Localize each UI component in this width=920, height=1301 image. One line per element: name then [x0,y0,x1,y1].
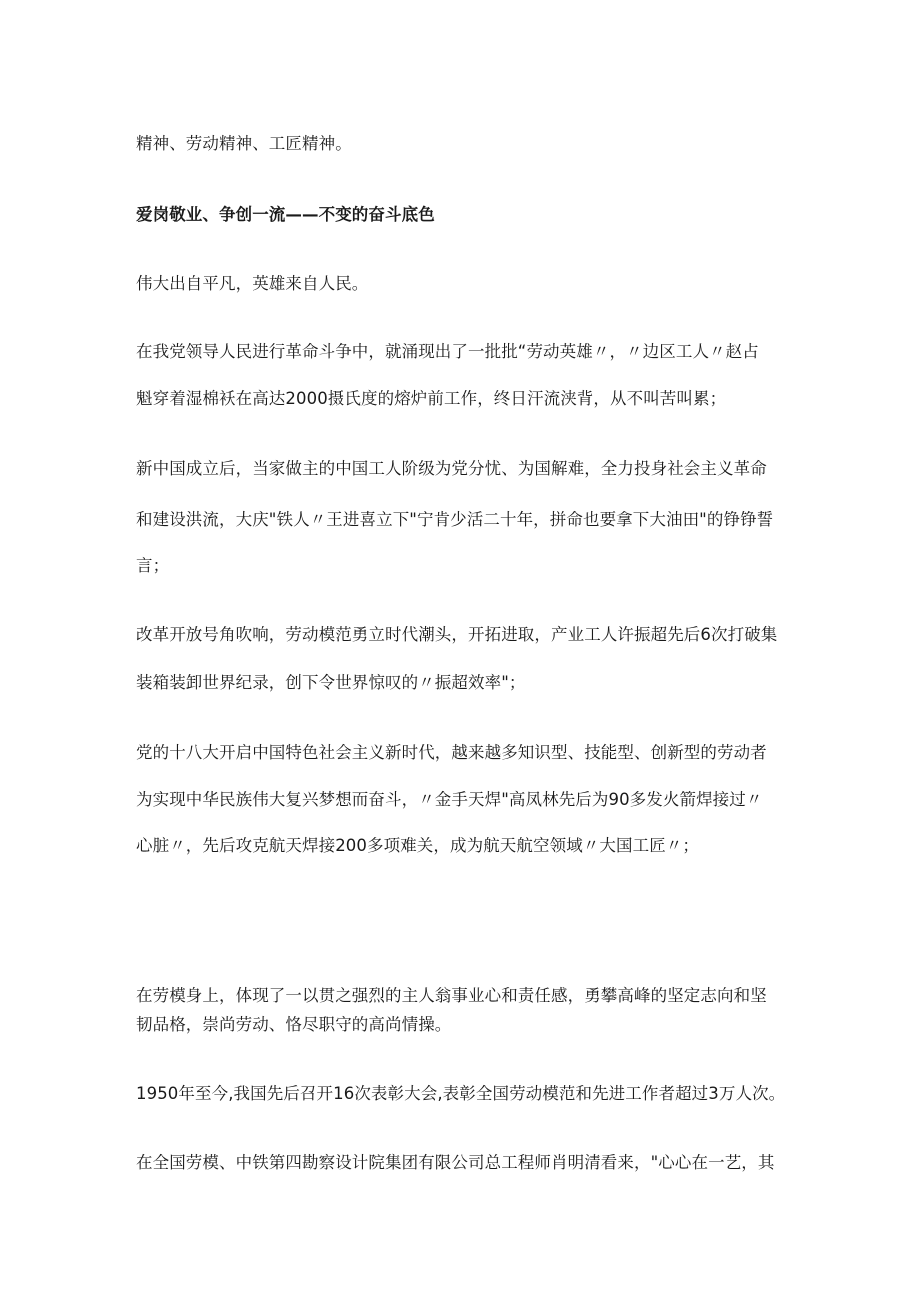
text-line-3: 伟大出自平凡，英雄来自人民。 [136,274,369,293]
text-line-4: 在我党领导人民进行革命斗争中，就涌现出了一批批“劳动英雄〃，〃边区工人〃赵占 [136,342,759,361]
text-line-14: 在劳模身上，体现了一以贯之强烈的主人翁事业心和责任感，勇攀高峰的坚定志向和坚 [136,986,767,1005]
section-heading: 爱岗敬业、争创一流——不变的奋斗底色 [136,205,435,224]
text-line-15: 韧品格，崇尚劳动、恪尽职守的高尚情操。 [136,1015,452,1034]
text-line-16: 1950年至今,我国先后召开16次表彰大会,表彰全国劳动模范和先进工作者超过3万人次。 [136,1084,786,1103]
text-line-1: 精神、劳动精神、工匠精神。 [136,134,352,153]
text-line-17: 在全国劳模、中铁第四勘察设计院集团有限公司总工程师肖明清看来，"心心在一艺，其 [136,1153,775,1172]
text-line-12: 为实现中华民族伟大复兴梦想而奋斗，〃金手天焊"高凤林先后为90多发火箭焊接过〃 [136,790,763,809]
text-line-11: 党的十八大开启中国特色社会主义新时代，越来越多知识型、技能型、创新型的劳动者 [136,743,767,762]
text-line-6: 新中国成立后，当家做主的中国工人阶级为党分忧、为国解难，全力投身社会主义革命 [136,459,767,478]
text-line-10: 装箱装卸世界纪录，创下令世界惊叹的〃振超效率"； [136,673,526,692]
text-line-13: 心脏〃，先后攻克航天焊接200多项难关，成为航天航空领域〃大国工匠〃； [136,836,699,855]
text-line-5: 魁穿着湿棉袄在高达2000摄氏度的熔炉前工作，终日汗流浃背，从不叫苦叫累； [136,389,727,408]
text-line-7: 和建设洪流，大庆"铁人〃王进喜立下"宁肯少活二十年，拼命也要拿下大油田"的铮铮誓 [136,510,774,529]
text-line-9: 改革开放号角吹响，劳动模范勇立时代潮头，开拓进取，产业工人许振超先后6次打破集 [136,625,778,644]
text-line-8: 言； [136,556,170,575]
